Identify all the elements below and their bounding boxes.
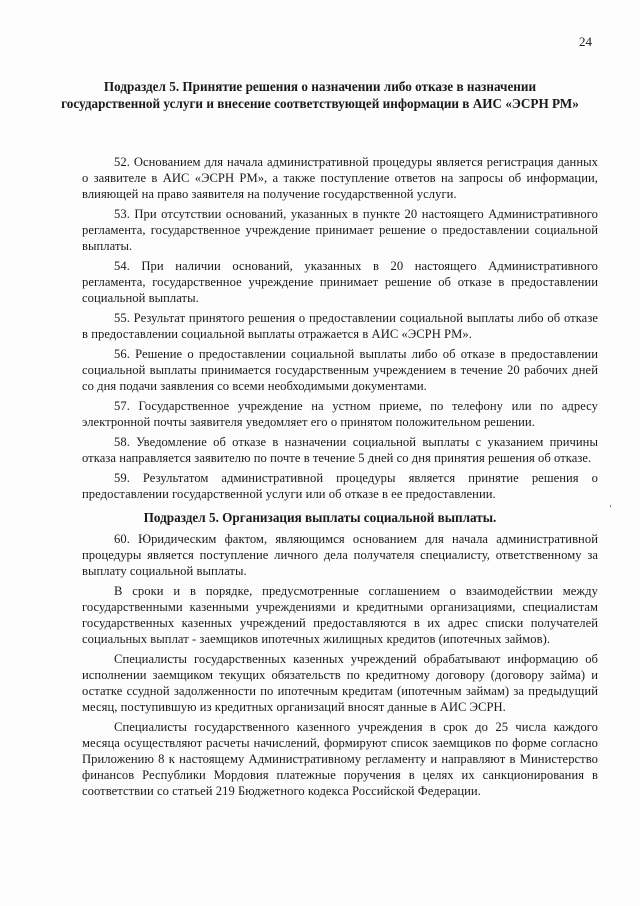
paragraph-55: 55. Результат принятого решения о предоставлении социальной выплаты либо об отказе в предоставлении социальной выплаты отражается в АИС «ЭСРН РМ».	[82, 311, 598, 341]
paragraph-58: 58. Уведомление об отказе в назначении социальной выплаты с указанием причины отказа направляется заявителю по почте в течение 5 дней со дня принятия решения об отказе.	[82, 435, 598, 465]
paragraph-processing: Специалисты государственных казенных учреждений обрабатывают информацию об исполнении заемщиком текущих обязательств по кредитному договору (договору займа) и остатке ссудной задолженности по ипотечным кредитам (ипотечным займам) за предыдущий месяц, поступившую из кредитных организаций вносят данные в АИС ЭСРН.	[82, 652, 598, 714]
scan-mark: ‘	[609, 503, 612, 513]
paragraph-calculations: Специалисты государственного казенного учреждения в срок до 25 числа каждого месяца осуществляют расчеты начислений, формируют список заемщиков по форме согласно Приложению 8 к настоящему Административному регламенту и направляют в Министерство финансов Республики Мордовия платежные поручения в целях их санкционирования в соответствии со статьей 219 Бюджетного кодекса Российской Федерации.	[82, 720, 598, 798]
page-number: 24	[579, 34, 592, 49]
paragraph-56: 56. Решение о предоставлении социальной выплаты либо об отказе в предоставлении социальной выплаты принимается государственным учреждением в течение 20 рабочих дней со дня подачи заявления со всеми необходимыми документами.	[82, 347, 598, 393]
paragraph-52: 52. Основанием для начала административной процедуры является регистрация данных о заявителе в АИС «ЭСРН РМ», а также поступление ответов на запросы об информации, влияющей на право заявителя на получение государственной услуги.	[82, 155, 598, 201]
section-1-body	[82, 154, 598, 506]
section-1-heading: Подраздел 5. Принятие решения о назначении либо отказе в назначении государственной услуги и внесение соответствующей информации в АИС «ЭСРН РМ»	[61, 79, 579, 111]
paragraph-59: 59. Результатом административной процедуры является принятие решения о предоставлении государственной услуги или об отказе в ее предоставлении.	[82, 471, 598, 501]
paragraph-60: 60. Юридическим фактом, являющимся основанием для начала административной процедуры является поступление личного дела получателя специалисту, ответственному за выплату социальной выплаты.	[82, 532, 598, 578]
paragraph-57: 57. Государственное учреждение на устном приеме, по телефону или по адресу электронной почты заявителя уведомляет его о принятом положительном решении.	[82, 399, 598, 429]
paragraph-lists: В сроки и в порядке, предусмотренные соглашением о взаимодействии между государственными казенными учреждениями и кредитными организациями, специалистам государственных казенных учреждений предоставляются в их адрес списки получателей социальных выплат - заемщиков ипотечных жилищных кредитов (ипотечных займов).	[82, 584, 598, 646]
paragraph-53: 53. При отсутствии оснований, указанных в пункте 20 настоящего Административного регламента, государственное учреждение принимает решение о предоставлении социальной выплаты.	[82, 207, 598, 253]
paragraph-54: 54. При наличии оснований, указанных в 20 настоящего Административного регламента, государственное учреждение принимает решение об отказе в предоставлении социальной выплаты.	[82, 259, 598, 305]
section-2-heading: Подраздел 5. Организация выплаты социальной выплаты.	[143, 510, 497, 525]
section-2-body	[82, 531, 598, 803]
